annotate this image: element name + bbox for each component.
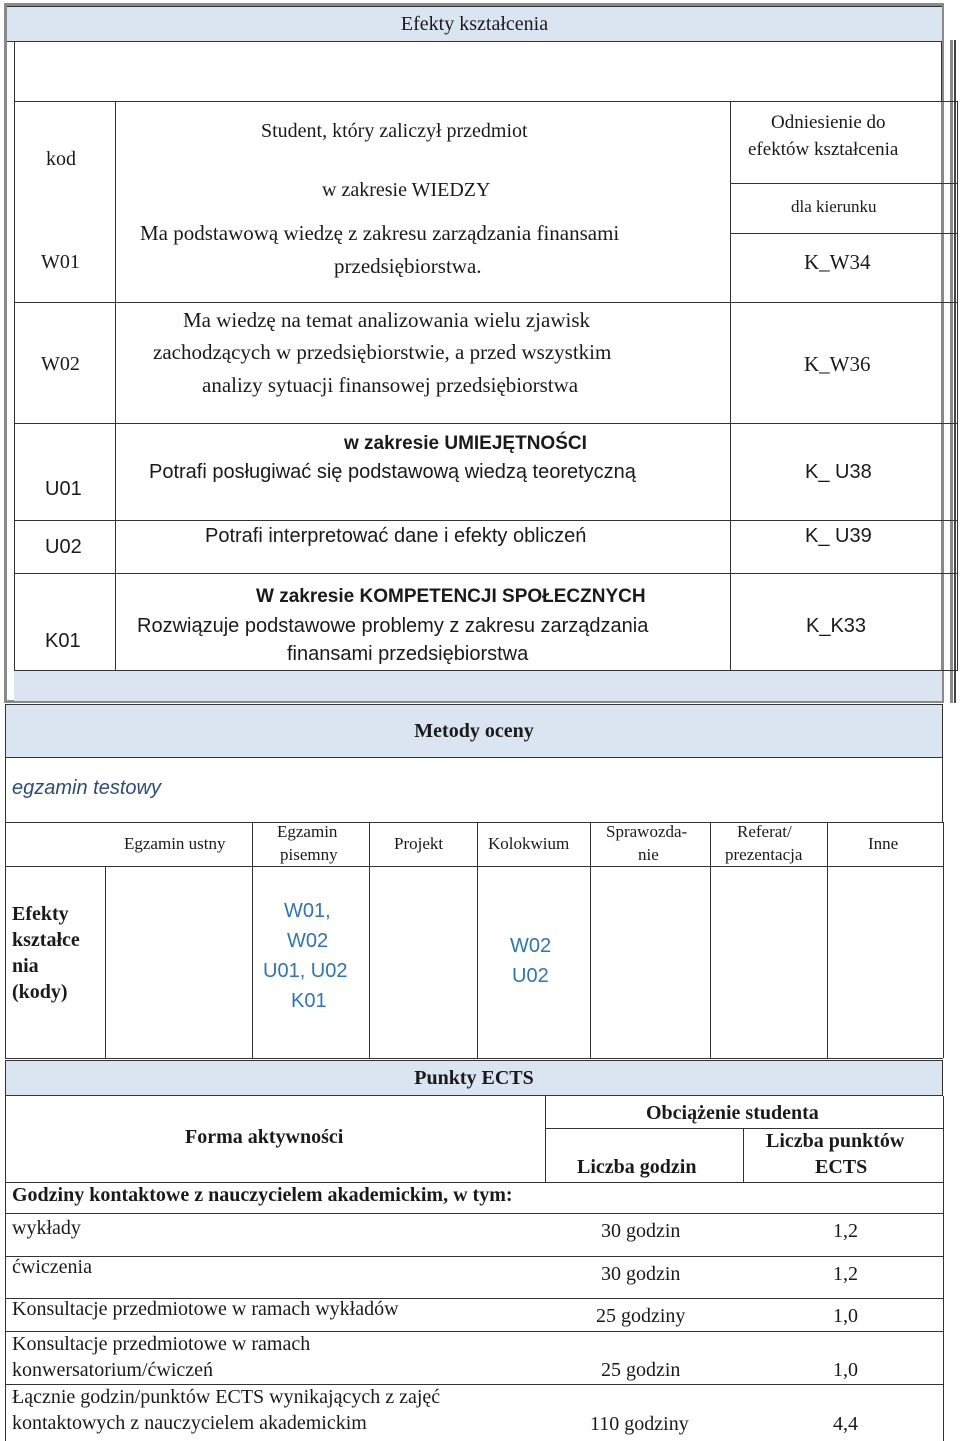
col-report-1: Sprawozda- (606, 822, 688, 841)
points-header-1: Liczba punktów (766, 1130, 905, 1152)
effects-title: Efekty kształcenia (400, 12, 549, 35)
effects-section (0, 0, 960, 706)
assessment-note: egzamin testowy (12, 777, 161, 799)
written-code-3: U01, U02 (263, 960, 348, 982)
col-paper-2: prezentacja (725, 845, 803, 864)
ects-row-2-points: 1,2 (833, 1263, 858, 1285)
col-paper-1: Referat/ (737, 822, 792, 841)
ects-title: Punkty ECTS (414, 1066, 534, 1089)
ects-section (0, 1060, 960, 1441)
ects-row-5-label-1: Łącznie godzin/punktów ECTS wynikających z zajęć (12, 1386, 441, 1408)
ects-row-4-hours: 25 godzin (601, 1359, 681, 1381)
ects-row-1-hours: 30 godzin (601, 1220, 681, 1242)
row-u02-ref: K_ U39 (805, 525, 872, 547)
row-w01-ref: K_W34 (804, 250, 871, 274)
header-code: kod (46, 148, 76, 170)
ects-row-3-label: Konsultacje przedmiotowe w ramach wykładów (12, 1298, 399, 1320)
ects-row-3-points: 1,0 (833, 1305, 858, 1327)
row-k01-desc-2: finansami przedsiębiorstwa (287, 643, 529, 665)
section-skills: w zakresie UMIEJĘTNOŚCI (344, 433, 587, 454)
effects-spacer (14, 42, 942, 102)
row-w02-desc-3: analizy sytuacji finansowej przedsiębiorstwa (202, 373, 579, 397)
row-label-3: nia (12, 955, 39, 977)
row-u01-desc: Potrafi posługiwać się podstawową wiedzą teoretyczną (149, 461, 636, 483)
row-u02-desc: Potrafi interpretować dane i efekty obliczeń (205, 525, 587, 547)
row-k01-desc-1: Rozwiązuje podstawowe problemy z zakresu zarządzania (137, 615, 649, 637)
effects-bottom-band (14, 671, 942, 701)
header-reference-2: efektów kształcenia (748, 139, 899, 160)
section-knowledge: w zakresie WIEDZY (322, 179, 491, 201)
effects-title-band (7, 6, 942, 42)
colloquium-code-2: U02 (512, 965, 549, 987)
col-colloquium: Kolokwium (488, 834, 570, 853)
section-competences: W zakresie KOMPETENCJI SPOŁECZNYCH (256, 586, 646, 607)
written-code-2: W02 (287, 930, 329, 952)
written-code-1: W01, (284, 900, 331, 922)
row-w02-desc-2: zachodzących w przedsiębiorstwie, a przed wszystkim (153, 340, 612, 364)
col-project: Projekt (394, 834, 444, 853)
row-label-2: kształce (12, 929, 80, 951)
assessment-title-band (5, 704, 943, 758)
row-label-4: (kody) (12, 981, 68, 1003)
row-k01-ref: K_K33 (806, 615, 867, 637)
assessment-section (0, 700, 960, 1060)
workload-header: Obciążenie studenta (646, 1102, 819, 1124)
ects-row-2-label: ćwiczenia (12, 1256, 92, 1278)
col-other: Inne (868, 834, 899, 853)
ects-row-4-points: 1,0 (833, 1359, 858, 1381)
ects-row-4-label-1: Konsultacje przedmiotowe w ramach (12, 1333, 311, 1355)
hours-header: Liczba godzin (577, 1156, 697, 1178)
col-oral: Egzamin ustny (124, 834, 226, 853)
row-w02-desc-1: Ma wiedzę na temat analizowania wielu zjawisk (183, 308, 590, 332)
header-for-field: dla kierunku (791, 197, 877, 216)
row-u02-code: U02 (45, 536, 82, 558)
ects-row-1-label: wykłady (12, 1217, 81, 1239)
ects-row-5-hours: 110 godziny (590, 1413, 689, 1435)
col-written-1: Egzamin (277, 822, 338, 841)
assessment-title: Metody oceny (414, 719, 534, 742)
ects-title-band (5, 1060, 943, 1096)
ects-row-5-label-2: kontaktowych z nauczycielem akademickim (12, 1412, 367, 1434)
ects-row-3-hours: 25 godziny (596, 1305, 686, 1327)
header-reference-1: Odniesienie do (771, 112, 886, 133)
ects-row-2-hours: 30 godzin (601, 1263, 681, 1285)
row-w01-code: W01 (41, 251, 80, 273)
row-u01-ref: K_ U38 (805, 461, 872, 483)
contact-hours-header: Godziny kontaktowe z nauczycielem akademickim, w tym: (12, 1184, 513, 1206)
points-header-2: ECTS (815, 1156, 868, 1178)
activity-form-header: Forma aktywności (185, 1126, 344, 1148)
row-k01-code: K01 (45, 630, 81, 652)
colloquium-code-1: W02 (510, 935, 552, 957)
row-w02-ref: K_W36 (804, 352, 871, 376)
col-report-2: nie (638, 845, 659, 864)
ects-row-1-points: 1,2 (833, 1220, 858, 1242)
row-label-1: Efekty (12, 903, 69, 925)
row-w01-desc-2: przedsiębiorstwa. (334, 254, 482, 278)
row-u01-code: U01 (45, 478, 82, 500)
written-code-4: K01 (291, 990, 327, 1012)
header-student: Student, który zaliczył przedmiot (261, 120, 528, 142)
ects-row-5-points: 4,4 (833, 1413, 858, 1435)
ects-row-4-label-2: konwersatorium/ćwiczeń (12, 1359, 214, 1381)
row-w02-code: W02 (41, 353, 80, 375)
col-written-2: pisemny (280, 845, 338, 864)
row-w01-desc-1: Ma podstawową wiedzę z zakresu zarządzania finansami (140, 221, 620, 245)
